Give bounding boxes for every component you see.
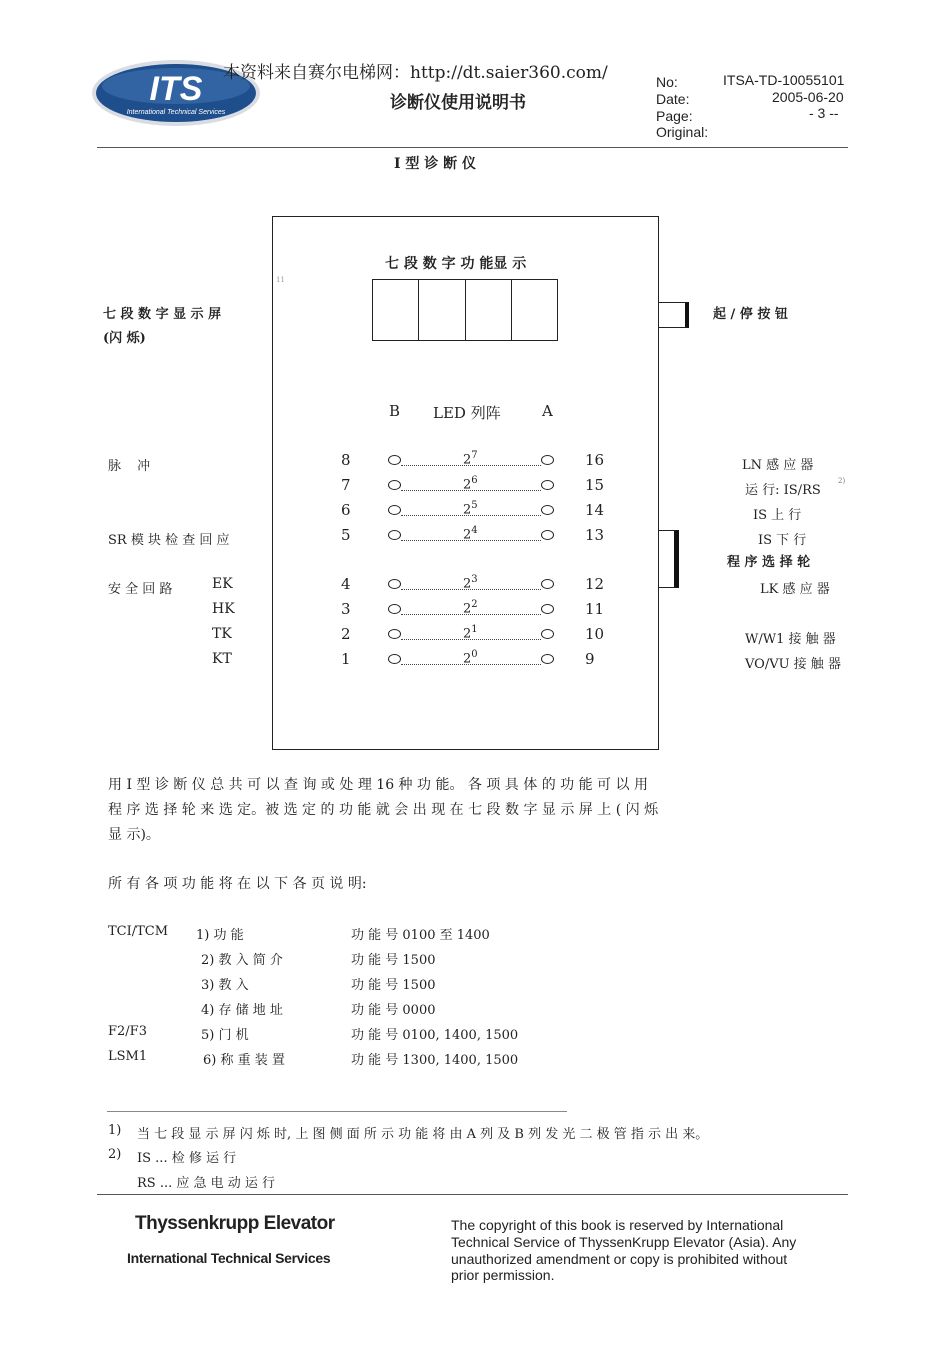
led-a-indicator [541,530,554,540]
led-row-left-number: 3 [341,600,351,618]
led-row-left-number: 1 [341,650,351,668]
meta-original-label: Original: [656,124,709,140]
led-bit-weight [463,450,478,467]
led-bit-weight [463,475,478,492]
led-bit-weight [463,574,478,591]
footnote-2-number: 2) [108,1147,122,1162]
meta-date-value: 2005-06-20 [772,89,844,105]
document-title: 诊断仪使用说明书 [390,93,526,113]
function-item: 6) 称 重 装 置 [203,1053,285,1068]
meta-page-value: - 3 -- [809,105,839,121]
ww1-contactor-label: W/W1 接 触 器 [745,632,836,647]
display-title: 七 段 数 字 功 能显 示 [385,256,527,272]
seven-segment-display [372,279,558,341]
bit-base: 2 [463,502,472,518]
bit-exponent: 5 [471,500,478,511]
function-code: 功 能 号 1500 [351,953,436,968]
footer-division: International Technical Services [127,1250,331,1266]
run-note-mark: 2) [838,477,846,485]
led-row-left-number: 7 [341,476,351,494]
led-bit-weight [463,649,478,666]
run-mode-label: 运 行: IS/RS [745,483,821,498]
bit-base: 2 [463,452,472,468]
function-item: 2) 教 入 简 介 [201,953,283,968]
display-digit [419,280,465,340]
function-item: 1) 功 能 [196,928,244,943]
bit-base: 2 [463,477,472,493]
led-a-indicator [541,629,554,639]
section-title: I 型 诊 断 仪 [394,156,477,172]
program-selector-wheel[interactable] [659,530,679,588]
bit-base: 2 [463,576,472,592]
ek-label: EK [212,576,233,592]
lk-sensor-label: LK 感 应 器 [760,582,830,597]
bit-exponent: 0 [471,649,478,660]
copyright-line-1: The copyright of this book is reserved by International [451,1217,784,1233]
bit-exponent: 1 [471,624,478,635]
function-code: 功 能 号 0000 [351,1003,436,1018]
bit-base: 2 [463,527,472,543]
bit-exponent: 4 [471,525,478,536]
bit-exponent: 6 [471,475,478,486]
bit-base: 2 [463,601,472,617]
meta-page-label: Page: [656,108,693,124]
led-b-indicator [388,629,401,639]
pulse-label: 脉 冲 [108,459,157,474]
led-a-indicator [541,455,554,465]
is-up-label: IS 上 行 [753,508,802,523]
function-group: F2/F3 [108,1024,147,1039]
footnote-divider [107,1111,567,1112]
footnote-1-text: 当 七 段 显 示 屏 闪 烁 时, 上 图 侧 面 所 示 功 能 将 由 A 列 及 B 列 发 光 二 极 管 指 示 出 来。 [137,1127,709,1142]
led-row-right-number: 13 [585,526,605,544]
svg-text:ITS: ITS [149,70,203,108]
led-a-indicator [541,579,554,589]
paragraph-1-line-1: 用 I 型 诊 断 仪 总 共 可 以 查 询 或 处 理 16 种 功 能。 各 项 具 体 的 功 能 可 以 用 [108,777,648,793]
kt-label: KT [212,651,232,667]
bit-base: 2 [463,651,472,667]
led-row-right-number: 16 [585,451,605,469]
display-screen-label: 七 段 数 字 显 示 屏 [103,307,222,322]
function-group: LSM1 [108,1049,148,1064]
bit-exponent: 3 [471,574,478,585]
selector-wheel-label: 程 序 选 择 轮 [727,555,811,570]
led-b-indicator [388,455,401,465]
led-bit-weight [463,624,478,641]
paragraph-1-line-3: 显 示)。 [108,827,160,843]
led-row-left-number: 8 [341,451,351,469]
function-item: 5) 门 机 [201,1028,249,1043]
led-array-label: LED 列阵 [433,404,501,422]
vovu-contactor-label: VO/VU 接 触 器 [745,657,841,672]
tk-label: TK [212,626,232,642]
function-item: 3) 教 入 [201,978,249,993]
function-code: 功 能 号 0100 至 1400 [351,928,490,943]
ln-sensor-label: LN 感 应 器 [742,458,814,473]
column-b-label: B [389,402,401,420]
led-row-right-number: 14 [585,501,605,519]
display-digit [373,280,419,340]
meta-no-value: ITSA-TD-10055101 [723,72,845,88]
display-digit [512,280,557,340]
function-code: 功 能 号 0100, 1400, 1500 [351,1028,519,1043]
paragraph-1-line-2: 程 序 选 择 轮 来 选 定。被 选 定 的 功 能 就 会 出 现 在 七 段 数 字 显 示 屏 上 ( 闪 烁 [108,802,659,818]
led-row-left-number: 6 [341,501,351,519]
led-bit-weight [463,599,478,616]
safety-circuit-label: 安 全 回 路 [108,582,173,597]
meta-date-label: Date: [656,91,690,107]
function-code: 功 能 号 1500 [351,978,436,993]
footer-company: Thyssenkrupp Elevator [135,1213,335,1234]
bit-exponent: 7 [471,450,478,461]
footnote-1-number: 1) [108,1123,122,1138]
paragraph-2: 所 有 各 项 功 能 将 在 以 下 各 页 说 明: [108,876,367,892]
bit-exponent: 2 [471,599,478,610]
led-b-indicator [388,604,401,614]
led-row-right-number: 9 [585,650,595,668]
led-row-right-number: 10 [585,625,605,643]
led-a-indicator [541,604,554,614]
footnote-2-line-2: RS ... 应 急 电 动 运 行 [137,1176,276,1191]
led-row-left-number: 5 [341,526,351,544]
led-row-left-number: 2 [341,625,351,643]
led-row-right-number: 11 [585,600,605,618]
blink-label: (闪 烁) [103,331,146,346]
led-b-indicator [388,654,401,664]
led-b-indicator [388,579,401,589]
copyright-line-2: Technical Service of ThyssenKrupp Elevator (Asia). Any [451,1234,797,1250]
header-divider [97,147,848,148]
led-a-indicator [541,654,554,664]
tiny-mark: 11 [276,276,285,284]
led-row-left-number: 4 [341,575,351,593]
copyright-line-4: prior permission. [451,1267,555,1283]
sr-module-label: SR 模 块 检 查 回 应 [108,533,230,548]
watermark: 本资料来自赛尔电梯网：http://dt.saier360.com/ [223,63,608,83]
led-row-right-number: 15 [585,476,605,494]
bit-base: 2 [463,626,472,642]
is-down-label: IS 下 行 [758,533,807,548]
function-code: 功 能 号 1300, 1400, 1500 [351,1053,519,1068]
footnote-2-line-1: IS ... 检 修 运 行 [137,1151,237,1166]
meta-no-label: No: [656,74,678,90]
led-b-indicator [388,530,401,540]
led-bit-weight [463,525,478,542]
led-a-indicator [541,505,554,515]
led-b-indicator [388,480,401,490]
start-stop-label: 起 / 停 按 钮 [713,307,788,322]
hk-label: HK [212,601,235,617]
footer-divider [97,1194,848,1195]
svg-text:International Technical Servic: International Technical Services [126,109,226,116]
column-a-label: A [542,402,553,420]
led-bit-weight [463,500,478,517]
led-row-right-number: 12 [585,575,605,593]
led-b-indicator [388,505,401,515]
start-stop-button[interactable] [659,302,689,328]
led-a-indicator [541,480,554,490]
function-group: TCI/TCM [108,924,169,939]
function-item: 4) 存 储 地 址 [201,1003,283,1018]
copyright-line-3: unauthorized amendment or copy is prohibited without [451,1251,788,1267]
display-digit [466,280,512,340]
